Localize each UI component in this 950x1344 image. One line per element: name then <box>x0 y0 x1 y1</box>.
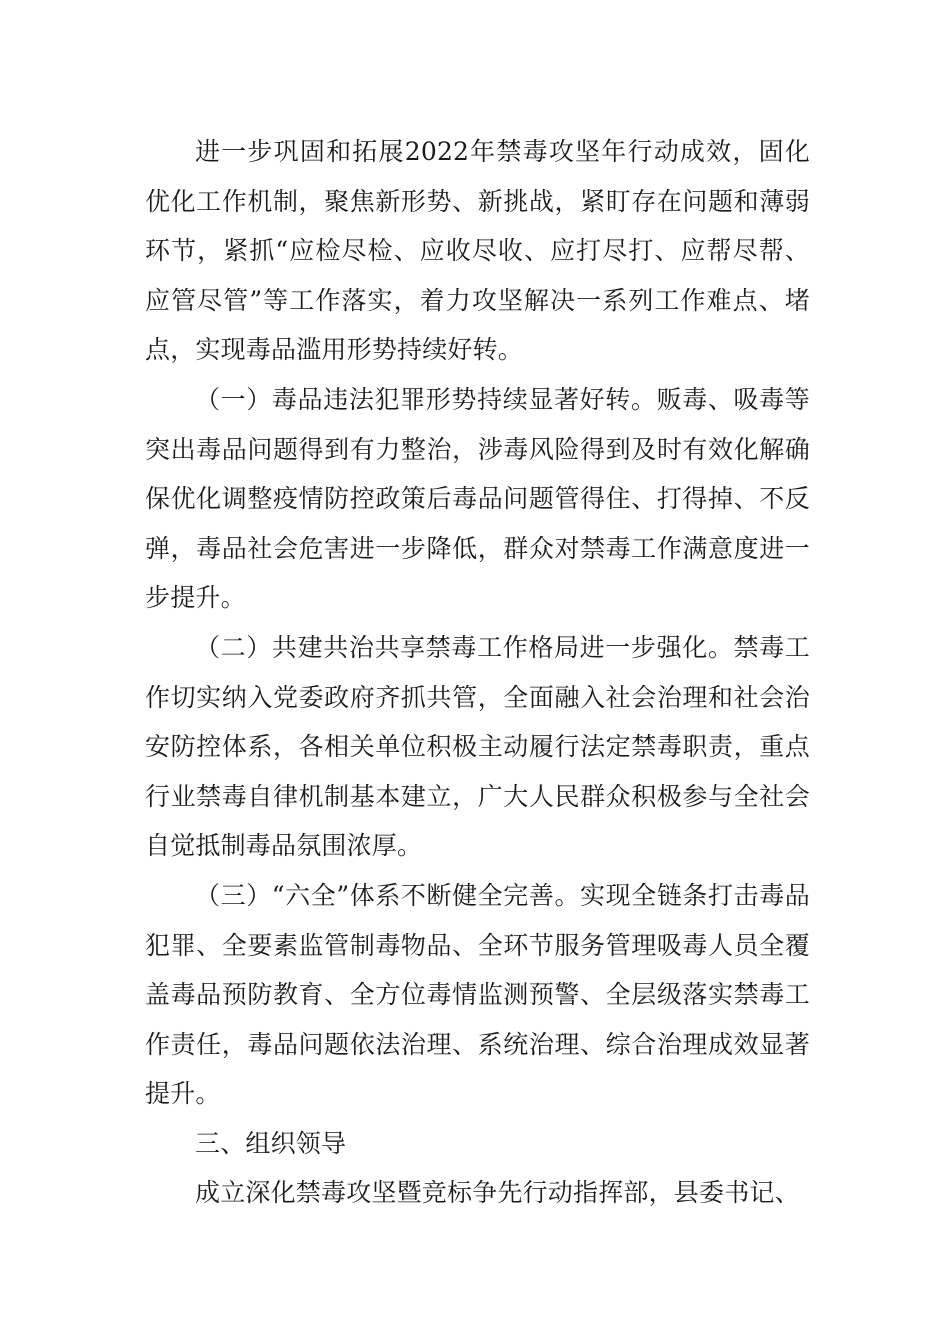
section-heading: 三、组织领导 <box>195 1128 347 1158</box>
paragraph-organization: 成立深化禁毒攻坚暨竞标争先行动指挥部，县委书记、 <box>195 1178 800 1208</box>
paragraph-goal-3: （三）“六全”体系不断健全完善。实现全链条打击毒品犯罪、全要素监管制毒物品、全环节服务管理吸毒人员全覆盖毒品预防教育、全方位毒情监测预警、全层级落实禁毒工作责任，毒品问题依法治理、系统治理、综合治理成效显著提升。 <box>145 880 810 1109</box>
paragraph-goal-2: （二）共建共治共享禁毒工作格局进一步强化。禁毒工作切实纳入党委政府齐抓共管，全面融入社会治理和社会治安防控体系，各相关单位积极主动履行法定禁毒职责，重点行业禁毒自律机制基本建立，广大人民群众积极参与全社会自觉抵制毒品氛围浓厚。 <box>145 632 810 861</box>
document-body <box>145 127 810 1218</box>
paragraph-intro: 进一步巩固和拓展2022年禁毒攻坚年行动成效，固化优化工作机制，聚焦新形势、新挑战，紧盯存在问题和薄弱环节，紧抓“应检尽检、应收尽收、应打尽打、应帮尽帮、应管尽管”等工作落实，着力攻坚解决一系列工作难点、堵点，实现毒品滥用形势持续好转。 <box>145 137 810 365</box>
paragraph-goal-1: （一）毒品违法犯罪形势持续显著好转。贩毒、吸毒等突出毒品问题得到有力整治，涉毒风险得到及时有效化解确保优化调整疫情防控政策后毒品问题管得住、打得掉、不反弹，毒品社会危害进一步降低，群众对禁毒工作满意度进一步提升。 <box>145 384 810 613</box>
